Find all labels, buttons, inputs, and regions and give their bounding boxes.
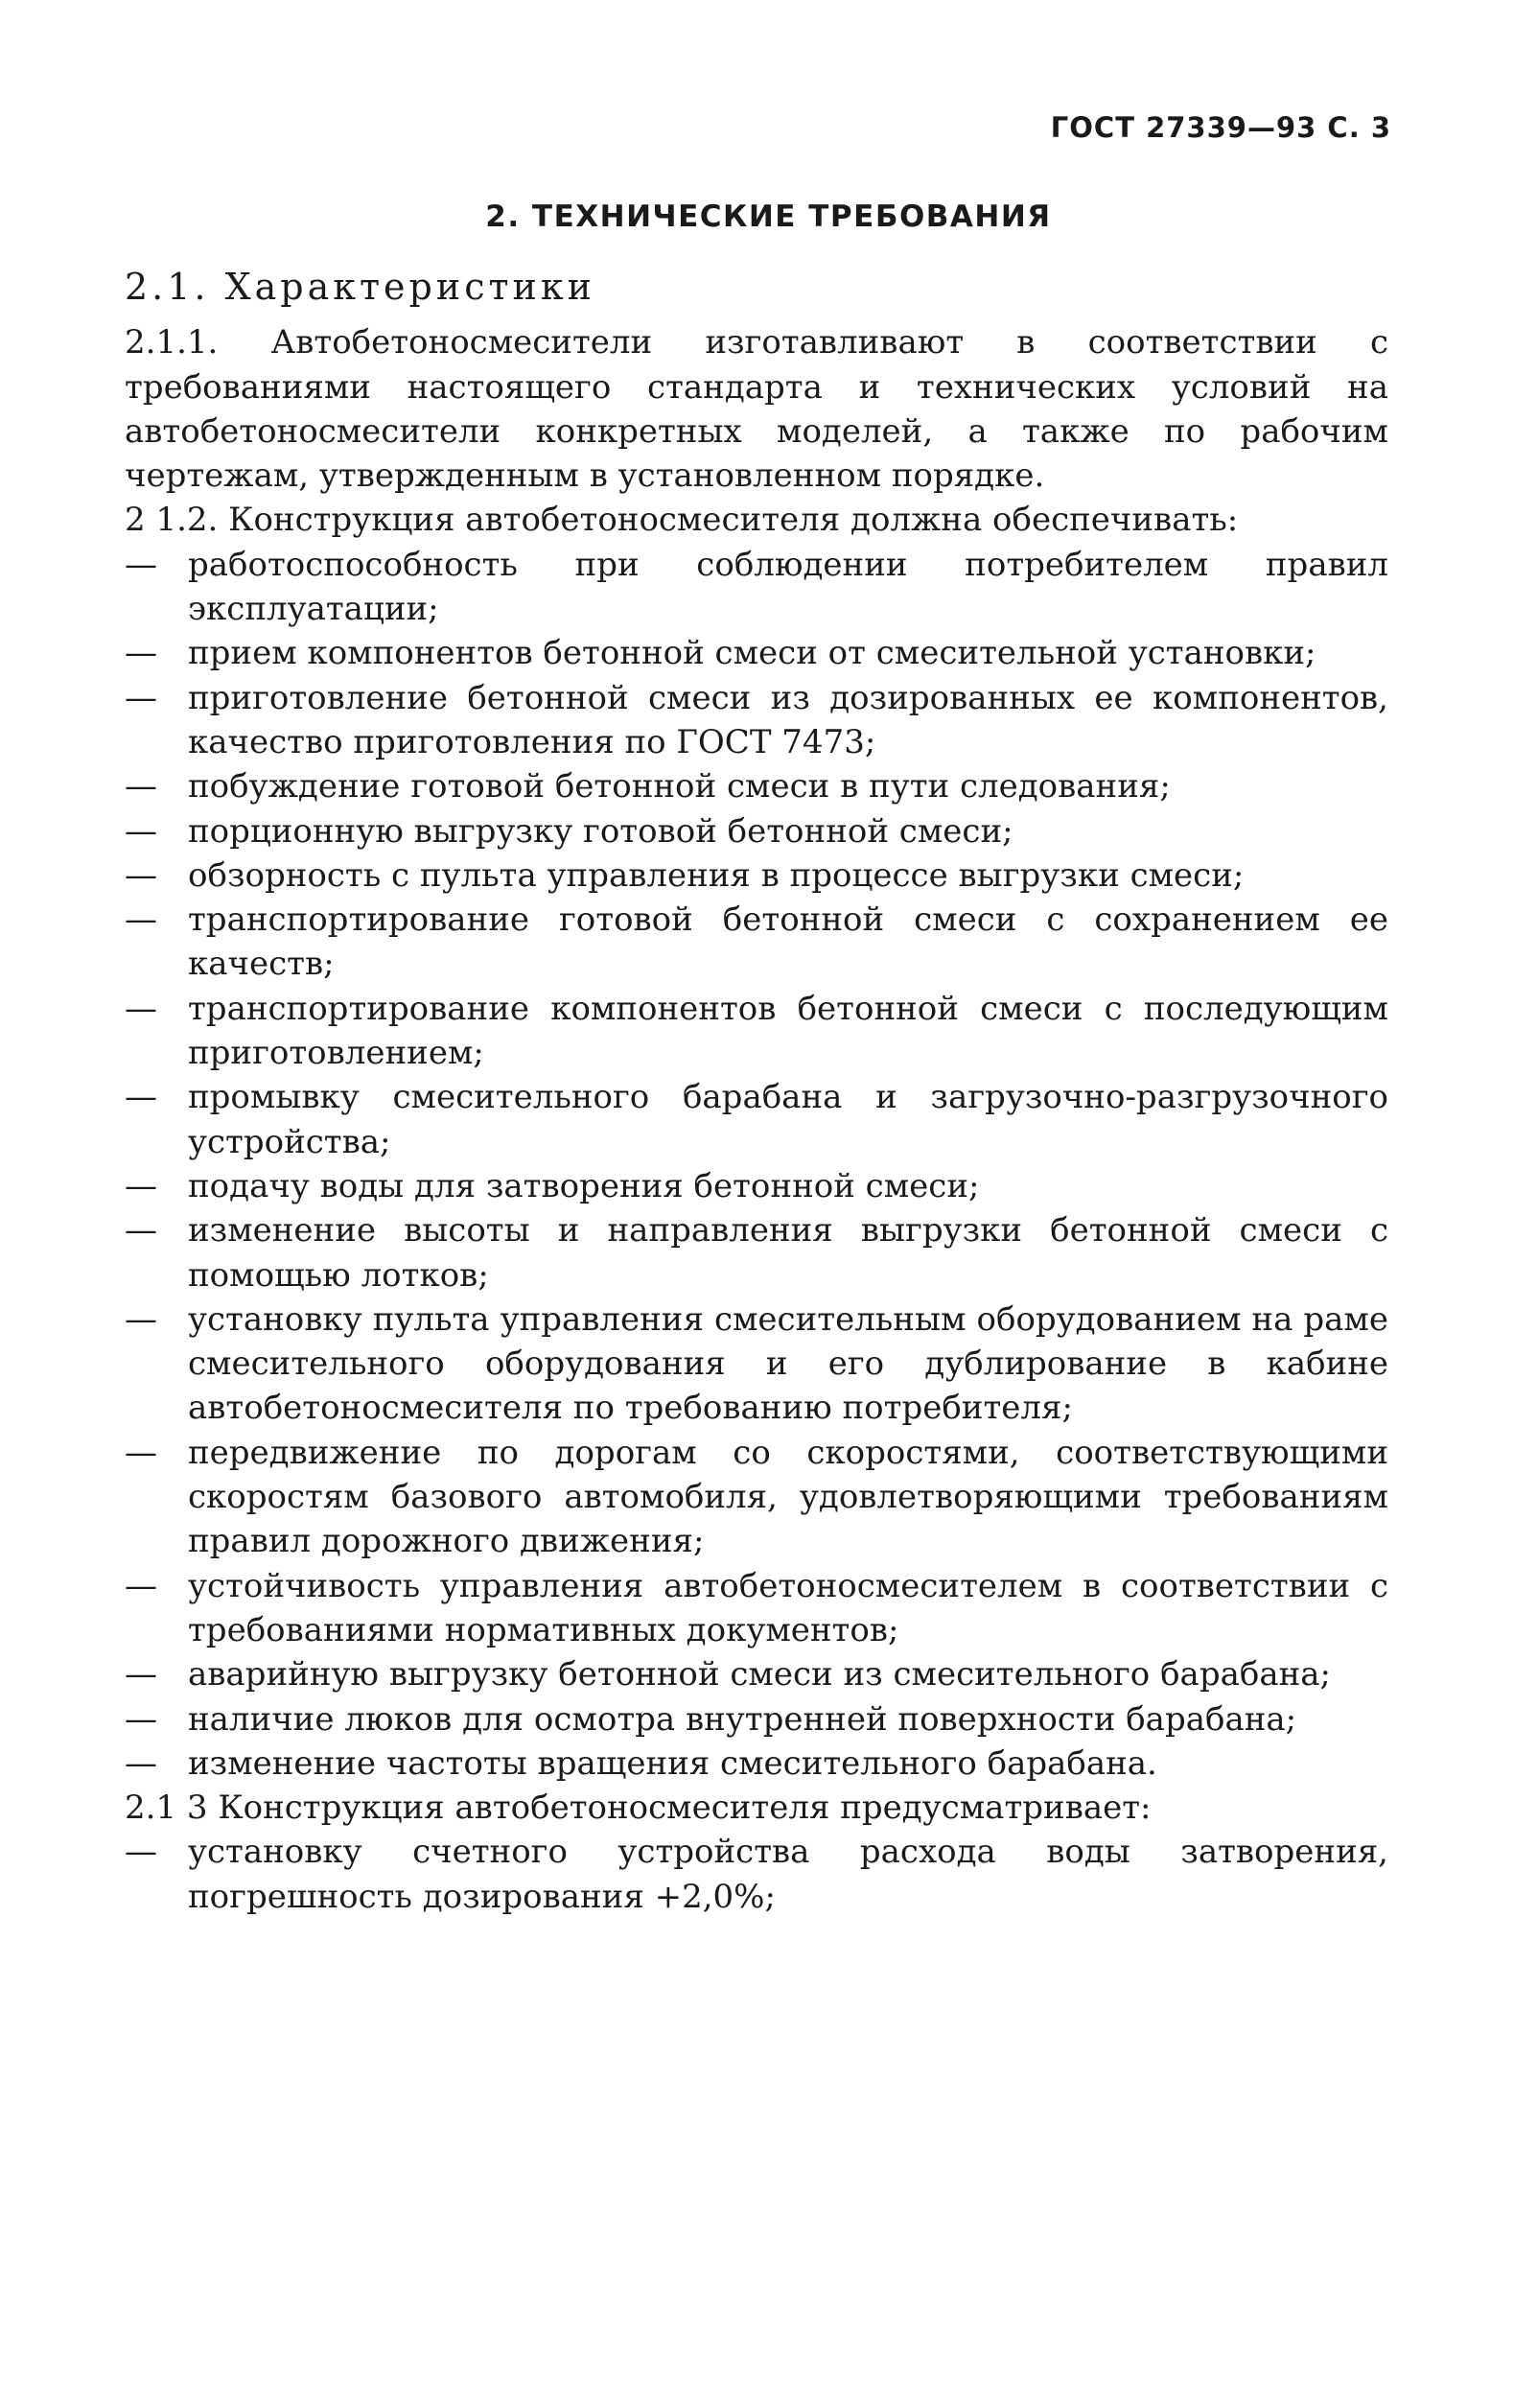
list-item bbox=[125, 1564, 1388, 1653]
section-title: 2. ТЕХНИЧЕСКИЕ ТРЕБОВАНИЯ bbox=[485, 199, 1052, 234]
dash-marker: — bbox=[125, 1655, 157, 1695]
list-item bbox=[125, 1652, 1388, 1696]
list-item-text: работоспособность при соблюдении потребителем правил эксплуатации; bbox=[188, 545, 1388, 629]
paragraph-2-1-1: 2.1.1. Автобетоносмесители изготавливают в соответствии с требованиями настоящего стандарта и технических условий на автобетоносмесители конкретных моделей, а также по рабочим чертежам, утвержденным в установленном порядке. bbox=[125, 323, 1388, 496]
dash-marker: — bbox=[125, 855, 157, 895]
list-item bbox=[125, 1697, 1388, 1742]
list-item-text: приготовление бетонной смеси из дозированных ее компонентов, качество приготовления по ГОСТ 7473; bbox=[188, 678, 1388, 761]
dash-marker: — bbox=[125, 1699, 157, 1739]
list-item-text: аварийную выгрузку бетонной смеси из смесительного барабана; bbox=[188, 1655, 1331, 1695]
dash-marker: — bbox=[125, 1299, 157, 1339]
list-item-text: транспортирование компонентов бетонной смеси с последующим приготовлением; bbox=[188, 989, 1388, 1073]
list-item bbox=[125, 1742, 1388, 1786]
dash-marker: — bbox=[125, 1211, 157, 1251]
dash-marker: — bbox=[125, 1078, 157, 1117]
paragraph-2-1-2: 2 1.2. Конструкция автобетоносмесителя должна обеспечивать: bbox=[125, 501, 1239, 540]
document-body bbox=[125, 265, 1388, 1919]
list-item-text: порционную выгрузку готовой бетонной смеси; bbox=[188, 811, 1013, 851]
subsection-heading: 2.1. Характеристики bbox=[125, 266, 595, 308]
list-item-text: промывку смесительного барабана и загрузочно-разгрузочного устройства; bbox=[188, 1078, 1388, 1161]
list-item bbox=[125, 676, 1388, 765]
list-item bbox=[125, 1208, 1388, 1298]
list-item bbox=[125, 631, 1388, 675]
list-2-1-3 bbox=[125, 1830, 1388, 1919]
dash-marker: — bbox=[125, 545, 157, 584]
list-item-text: установку пульта управления смесительным оборудованием на раме смесительного оборудования и его дублирование в кабине автобетоносмесителя по требованию потребителя; bbox=[188, 1299, 1388, 1428]
dash-marker: — bbox=[125, 678, 157, 717]
list-2-1-2 bbox=[125, 543, 1388, 1786]
list-item bbox=[125, 1431, 1388, 1564]
list-item-text: изменение частоты вращения смесительного барабана. bbox=[188, 1743, 1157, 1783]
list-item-text: побуждение готовой бетонной смеси в пути следования; bbox=[188, 767, 1171, 807]
list-item-text: подачу воды для затворения бетонной смеси; bbox=[188, 1166, 980, 1205]
list-item-text: установку счетного устройства расхода воды затворения, погрешность дозирования +2,0%; bbox=[188, 1833, 1388, 1916]
paragraph-2-1-3: 2.1 3 Конструкция автобетоносмесителя предусматривает: bbox=[125, 1788, 1152, 1828]
dash-marker: — bbox=[125, 767, 157, 807]
dash-marker: — bbox=[125, 1833, 157, 1872]
list-item bbox=[125, 1830, 1388, 1919]
dash-marker: — bbox=[125, 1566, 157, 1605]
list-item bbox=[125, 898, 1388, 987]
dash-marker: — bbox=[125, 1433, 157, 1472]
list-item bbox=[125, 1075, 1388, 1164]
list-item bbox=[125, 543, 1388, 632]
list-item-text: прием компонентов бетонной смеси от смесительной установки; bbox=[188, 634, 1316, 673]
list-item-text: транспортирование готовой бетонной смеси с сохранением ее качеств; bbox=[188, 900, 1388, 984]
list-item bbox=[125, 764, 1388, 808]
list-item-text: устойчивость управления автобетоносмесителем в соответствии с требованиями нормативных документов; bbox=[188, 1566, 1388, 1649]
dash-marker: — bbox=[125, 811, 157, 851]
dash-marker: — bbox=[125, 1166, 157, 1205]
dash-marker: — bbox=[125, 989, 157, 1028]
dash-marker: — bbox=[125, 900, 157, 940]
dash-marker: — bbox=[125, 634, 157, 673]
list-item-text: изменение высоты и направления выгрузки бетонной смеси с помощью лотков; bbox=[188, 1211, 1388, 1295]
list-item bbox=[125, 1164, 1388, 1208]
list-item-text: обзорность с пульта управления в процессе выгрузки смеси; bbox=[188, 855, 1245, 895]
list-item bbox=[125, 1298, 1388, 1431]
list-item bbox=[125, 987, 1388, 1076]
dash-marker: — bbox=[125, 1743, 157, 1783]
list-item bbox=[125, 809, 1388, 853]
list-item-text: наличие люков для осмотра внутренней поверхности барабана; bbox=[188, 1699, 1297, 1739]
page-header: ГОСТ 27339—93 С. 3 bbox=[1050, 111, 1391, 144]
list-item-text: передвижение по дорогам со скоростями, соответствующими скоростям базового автомобиля, удовлетворяющими требованиям правил дорожного движения; bbox=[188, 1433, 1388, 1561]
list-item bbox=[125, 853, 1388, 898]
